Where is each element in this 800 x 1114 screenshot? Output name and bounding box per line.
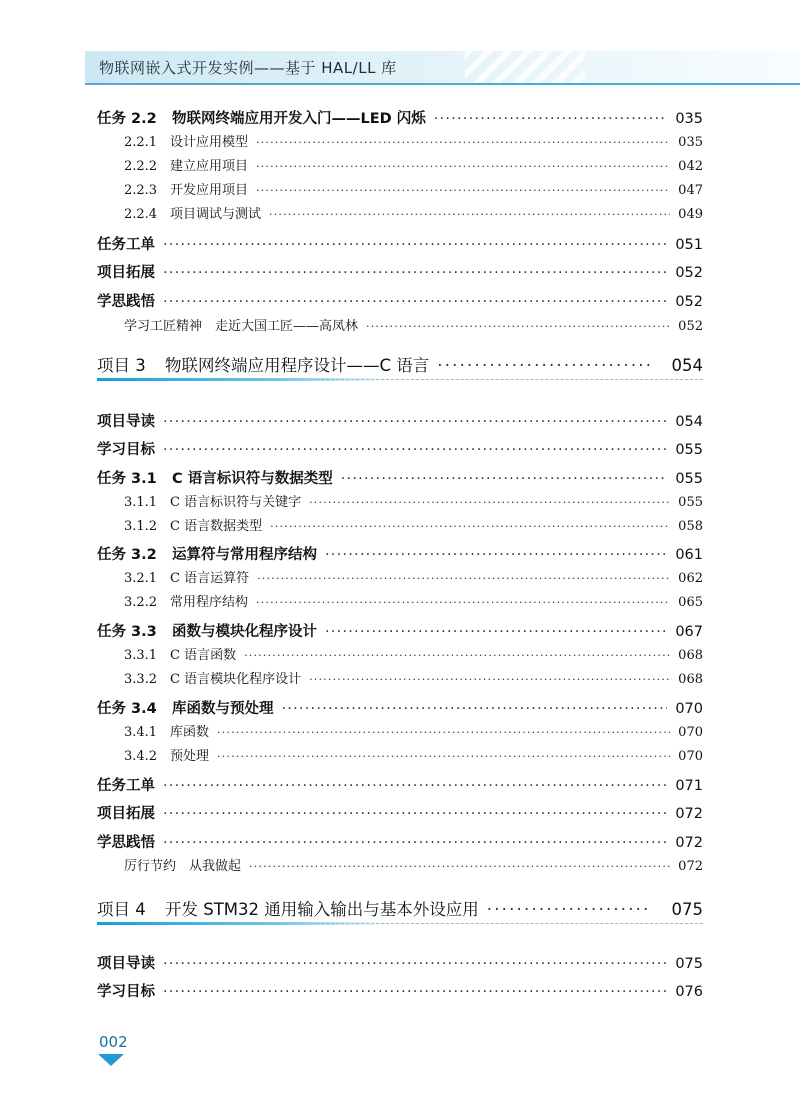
- dot-leader: [309, 673, 670, 686]
- toc-entry-text: C 语言模块化程序设计: [170, 672, 302, 687]
- toc-entry-title: [97, 697, 274, 718]
- toc-entry[interactable]: [97, 543, 703, 564]
- toc-entry-title: [97, 352, 429, 376]
- toc-entry-title: [97, 831, 155, 852]
- dot-leader: [163, 956, 667, 972]
- toc-subentry[interactable]: [124, 131, 703, 150]
- dot-leader: [325, 624, 667, 640]
- toc-entry-number: 任务 3.4: [97, 701, 157, 717]
- toc-page-number: 075: [671, 900, 703, 919]
- toc-page-number: 058: [678, 519, 703, 534]
- dot-leader: [163, 265, 667, 281]
- dot-leader: [282, 701, 668, 717]
- toc-entry-title: [97, 980, 155, 1001]
- toc-page-number: 052: [675, 265, 703, 281]
- toc-page-number: 070: [678, 749, 703, 764]
- toc-entry-text: 函数与模块化程序设计: [172, 624, 317, 640]
- toc-entry-number: 3.2.1: [124, 571, 158, 586]
- toc-subentry[interactable]: [124, 567, 703, 586]
- toc-page-number: 072: [675, 806, 703, 822]
- toc-entry-text: 库函数与预处理: [172, 701, 274, 717]
- toc-entry-text: C 语言数据类型: [170, 519, 263, 534]
- toc-page-number: 052: [678, 319, 703, 334]
- toc-entry-text: 学习工匠精神 走近大国工匠——高凤林: [124, 319, 359, 334]
- toc-entry-text: 物联网终端应用开发入门——LED 闪烁: [172, 111, 426, 127]
- dot-leader: [163, 414, 667, 430]
- header-stripe-decoration: [465, 51, 585, 83]
- dot-leader: [341, 471, 668, 487]
- toc-page-number: 055: [675, 471, 703, 487]
- toc-entry[interactable]: [97, 438, 703, 459]
- toc-entry-number: 3.3.1: [124, 648, 158, 663]
- toc-entry[interactable]: [97, 697, 703, 718]
- toc-entry[interactable]: [97, 980, 703, 1001]
- toc-entry[interactable]: [97, 952, 703, 973]
- toc-entry-text: 任务工单: [97, 237, 155, 253]
- toc-entry[interactable]: [97, 774, 703, 795]
- toc-entry-text: 学习目标: [97, 984, 155, 1000]
- dot-leader: [256, 160, 670, 173]
- toc-subentry[interactable]: [124, 491, 703, 510]
- project-heading-accent-bar: [97, 378, 387, 381]
- toc-entry[interactable]: [97, 107, 703, 128]
- toc-entry[interactable]: [97, 831, 703, 852]
- toc-entry-title: [124, 155, 248, 174]
- toc-entry[interactable]: [97, 261, 703, 282]
- toc-entry-text: 开发应用项目: [170, 183, 249, 198]
- toc-page-number: 035: [678, 135, 703, 150]
- toc-entry[interactable]: [97, 233, 703, 254]
- toc-entry-title: [124, 668, 301, 687]
- toc-entry-text: 学思践悟: [97, 294, 155, 310]
- toc-entry-text: 常用程序结构: [170, 595, 249, 610]
- toc-entry-text: 开发 STM32 通用输入输出与基本外设应用: [165, 900, 479, 919]
- toc-subentry[interactable]: [124, 315, 703, 334]
- dot-leader: [256, 136, 670, 149]
- toc-entry-title: [124, 515, 262, 534]
- dot-leader: [163, 778, 667, 794]
- toc-page-number: 072: [675, 835, 703, 851]
- toc-entry-number: 项目 3: [97, 356, 146, 375]
- toc-entry-text: C 语言标识符与关键字: [170, 495, 302, 510]
- dot-leader: [163, 984, 667, 1000]
- toc-entry-number: 任务 3.2: [97, 547, 157, 563]
- toc-page-number: 052: [675, 294, 703, 310]
- toc-page-number: 072: [678, 859, 703, 874]
- toc-page-number: 054: [671, 356, 703, 375]
- page-marker-triangle-icon: [98, 1054, 124, 1066]
- toc-entry-title: [97, 896, 479, 920]
- toc-page-number: 067: [675, 624, 703, 640]
- toc-entry-number: 3.4.2: [124, 749, 158, 764]
- toc-entry[interactable]: [97, 290, 703, 311]
- toc-entry-number: 3.2.2: [124, 595, 158, 610]
- toc-page-number: 047: [678, 183, 703, 198]
- toc-entry-text: 项目调试与测试: [170, 207, 262, 222]
- toc-entry-number: 2.2.2: [124, 159, 158, 174]
- dot-leader: [163, 835, 667, 851]
- toc-entry-title: [124, 179, 248, 198]
- toc-subentry[interactable]: [124, 203, 703, 222]
- toc-page-number: 070: [675, 701, 703, 717]
- toc-page-number: 068: [678, 648, 703, 663]
- dot-leader: [163, 442, 667, 458]
- dot-leader: [163, 294, 667, 310]
- toc-subentry[interactable]: [124, 668, 703, 687]
- toc-entry-title: [97, 952, 155, 973]
- toc-entry-title: [97, 774, 155, 795]
- toc-entry-title: [97, 233, 155, 254]
- toc-entry-number: 任务 3.3: [97, 624, 157, 640]
- toc-entry-text: C 语言标识符与数据类型: [172, 471, 333, 487]
- toc-entry-text: C 语言函数: [170, 648, 237, 663]
- toc-project-heading[interactable]: [97, 896, 703, 920]
- project-heading-accent-bar: [97, 922, 387, 925]
- dot-leader: [270, 520, 670, 533]
- toc-entry-number: 2.2.4: [124, 207, 158, 222]
- toc-page-number: 071: [675, 778, 703, 794]
- toc-entry-title: [97, 802, 155, 823]
- toc-entry-text: 任务工单: [97, 778, 155, 794]
- toc-entry-text: 运算符与常用程序结构: [172, 547, 317, 563]
- dot-leader: [487, 900, 650, 919]
- toc-entry-number: 3.1.2: [124, 519, 158, 534]
- header-rule: [85, 83, 800, 85]
- dot-leader: [257, 572, 670, 585]
- toc-entry-text: 项目导读: [97, 414, 155, 430]
- toc-entry[interactable]: [97, 620, 703, 641]
- dot-leader: [163, 806, 667, 822]
- toc-page-number: 076: [675, 984, 703, 1000]
- page-number: 002: [99, 1033, 128, 1051]
- toc-entry-number: 2.2.3: [124, 183, 158, 198]
- toc-entry-title: [124, 855, 241, 874]
- toc-page-number: 035: [675, 111, 703, 127]
- toc-page-number: 051: [675, 237, 703, 253]
- dot-leader: [249, 860, 670, 873]
- toc-entry-text: 学习目标: [97, 442, 155, 458]
- dot-leader: [325, 547, 667, 563]
- toc-entry-number: 任务 3.1: [97, 471, 157, 487]
- toc-entry-text: 项目导读: [97, 956, 155, 972]
- toc-entry[interactable]: [97, 802, 703, 823]
- toc-entry-text: 预处理: [170, 749, 210, 764]
- toc-entry-title: [97, 543, 317, 564]
- toc-entry-text: 设计应用模型: [170, 135, 249, 150]
- toc-subentry[interactable]: [124, 855, 703, 874]
- toc-entry-text: 物联网终端应用程序设计——C 语言: [165, 356, 430, 375]
- dot-leader: [309, 496, 670, 509]
- toc-entry-title: [97, 410, 155, 431]
- toc-entry[interactable]: [97, 467, 703, 488]
- dot-leader: [434, 111, 668, 127]
- toc-entry-title: [97, 620, 317, 641]
- toc-page-number: 055: [678, 495, 703, 510]
- toc-page-number: 068: [678, 672, 703, 687]
- toc-entry-text: 项目拓展: [97, 265, 155, 281]
- toc-entry-title: [97, 290, 155, 311]
- toc-entry-title: [124, 591, 248, 610]
- toc-page-number: 042: [678, 159, 703, 174]
- dot-leader: [244, 649, 670, 662]
- dot-leader: [269, 208, 670, 221]
- toc-entry-title: [97, 438, 155, 459]
- toc-subentry[interactable]: [124, 745, 703, 764]
- toc-subentry[interactable]: [124, 721, 703, 740]
- toc-subentry[interactable]: [124, 155, 703, 174]
- dot-leader: [217, 750, 670, 763]
- toc-entry-text: 学思践悟: [97, 835, 155, 851]
- toc-entry-text: C 语言运算符: [170, 571, 250, 586]
- toc-entry-title: [124, 491, 301, 510]
- toc-page-number: 055: [675, 442, 703, 458]
- toc-entry-title: [124, 131, 248, 150]
- toc-page-number: 075: [675, 956, 703, 972]
- toc-page-number: 049: [678, 207, 703, 222]
- toc-entry[interactable]: [97, 410, 703, 431]
- toc-page-number: 062: [678, 571, 703, 586]
- toc-entry-text: 建立应用项目: [170, 159, 249, 174]
- toc-page-number: 065: [678, 595, 703, 610]
- toc-entry-title: [124, 315, 358, 334]
- toc-entry-number: 任务 2.2: [97, 111, 157, 127]
- toc-subentry[interactable]: [124, 179, 703, 198]
- running-header: [85, 51, 800, 83]
- toc-entry-title: [97, 467, 333, 488]
- toc-entry-number: 3.3.2: [124, 672, 158, 687]
- dot-leader: [366, 320, 670, 333]
- toc-project-heading[interactable]: [97, 352, 703, 376]
- toc-entry-title: [124, 721, 209, 740]
- toc-entry-title: [124, 203, 261, 222]
- dot-leader: [437, 356, 649, 375]
- toc-subentry[interactable]: [124, 515, 703, 534]
- toc-entry-number: 项目 4: [97, 900, 146, 919]
- toc-entry-title: [124, 644, 236, 663]
- toc-page-number: 054: [675, 414, 703, 430]
- dot-leader: [217, 726, 670, 739]
- toc-entry-text: 项目拓展: [97, 806, 155, 822]
- toc-entry-number: 3.4.1: [124, 725, 158, 740]
- toc-page-number: 061: [675, 547, 703, 563]
- toc-entry-number: 3.1.1: [124, 495, 158, 510]
- dot-leader: [163, 237, 667, 253]
- toc-entry-text: 厉行节约 从我做起: [124, 859, 242, 874]
- toc-entry-title: [124, 567, 249, 586]
- dot-leader: [256, 596, 670, 609]
- toc-entry-text: 库函数: [170, 725, 210, 740]
- toc-page-number: 070: [678, 725, 703, 740]
- toc-subentry[interactable]: [124, 591, 703, 610]
- toc-subentry[interactable]: [124, 644, 703, 663]
- toc-entry-title: [97, 261, 155, 282]
- toc-entry-title: [124, 745, 209, 764]
- toc-entry-title: [97, 107, 426, 128]
- book-title: 物联网嵌入式开发实例——基于 HAL/LL 库: [99, 59, 397, 77]
- toc-entry-number: 2.2.1: [124, 135, 158, 150]
- dot-leader: [256, 184, 670, 197]
